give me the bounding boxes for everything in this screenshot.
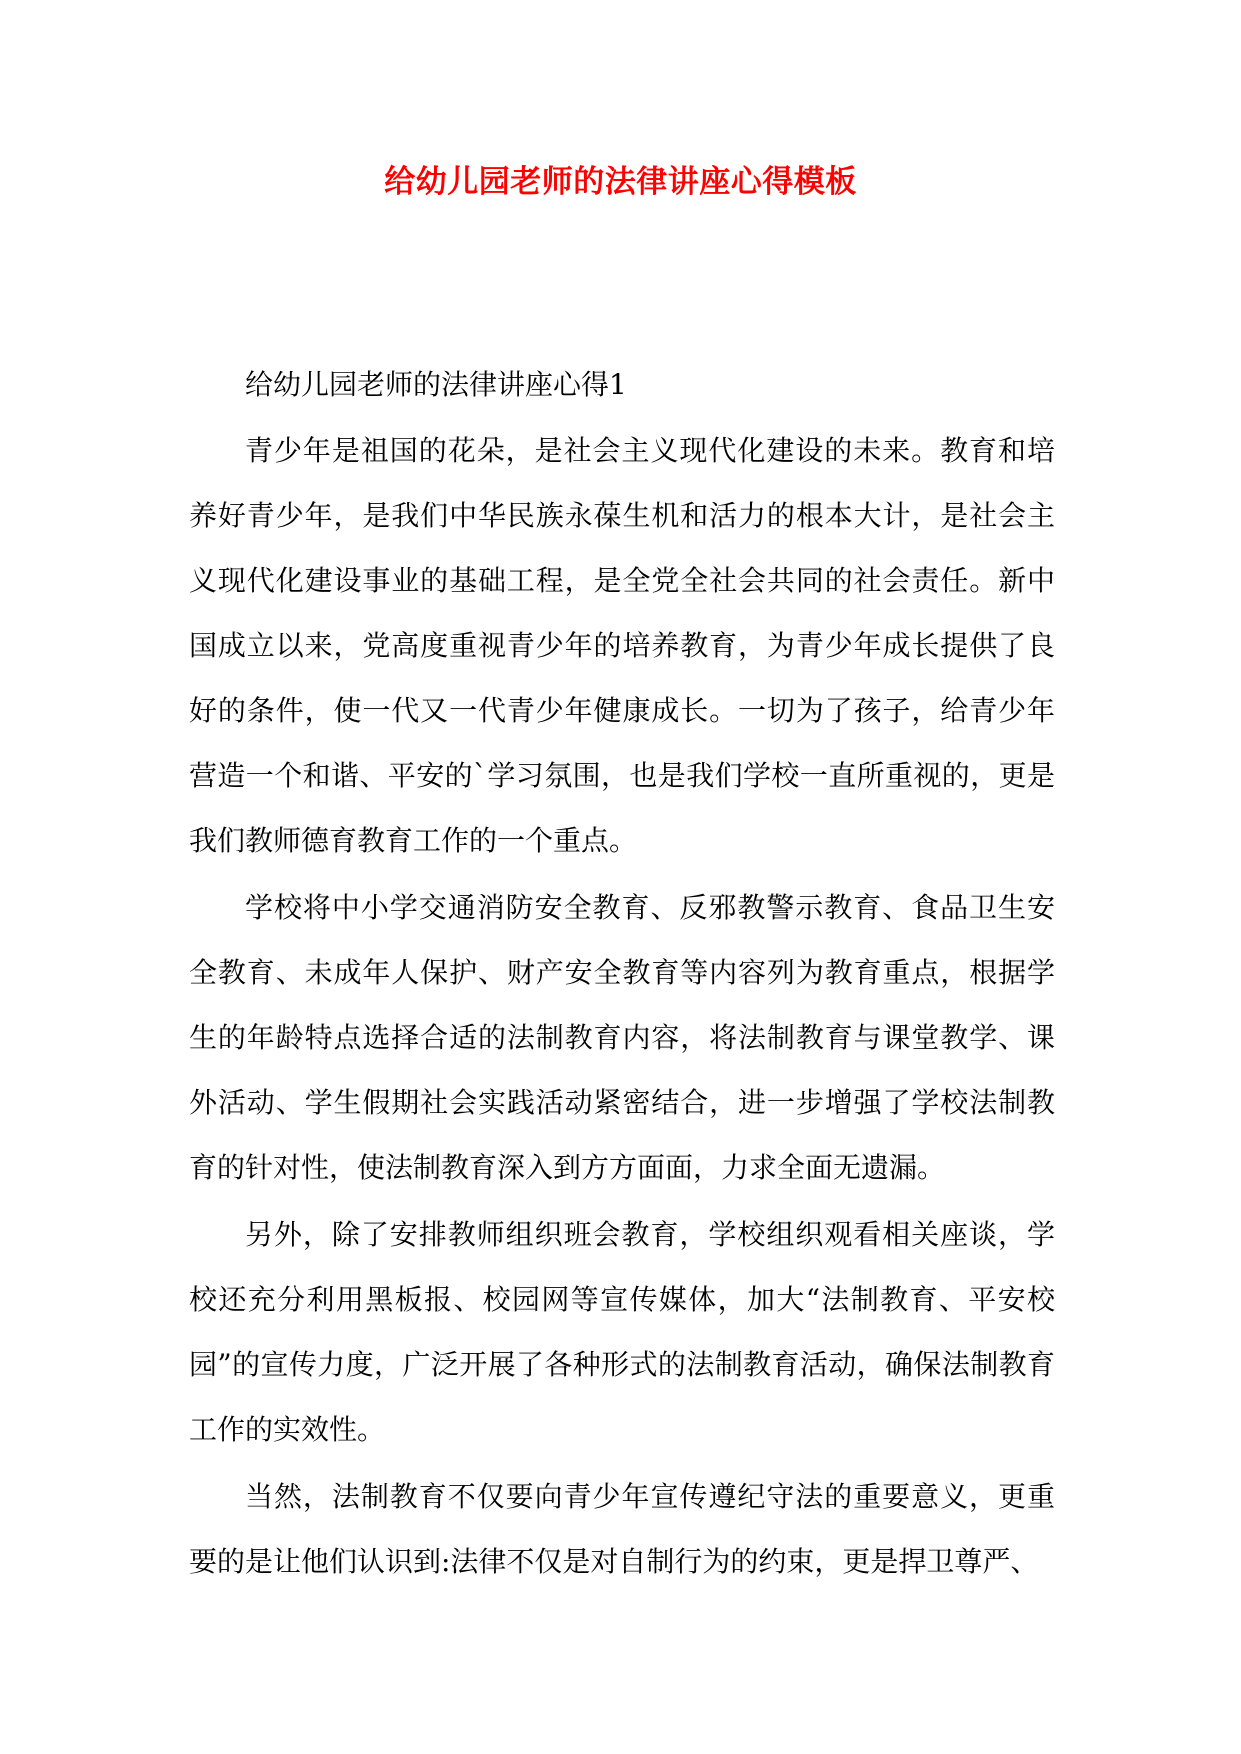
paragraph-1: 青少年是祖国的花朵，是社会主义现代化建设的未来。教育和培养好青少年，是我们中华民族永葆生机和活力的根本大计，是社会主义现代化建设事业的基础工程，是全党全社会共同的社会责任。新中国成立以来，党高度重视青少年的培养教育，为青少年成长提供了良好的条件，使一代又一代青少年健康成长。一切为了孩子，给青少年营造一个和谐、平安的`学习氛围，也是我们学校一直所重视的，更是我们教师德育教育工作的一个重点。 [189, 434, 1055, 857]
paragraph-3: 另外，除了安排教师组织班会教育，学校组织观看相关座谈，学校还充分利用黑板报、校园网等宣传媒体，加大“法制教育、平安校园”的宣传力度，广泛开展了各种形式的法制教育活动，确保法制教育工作的实效性。 [189, 1218, 1055, 1446]
section-heading: 给幼儿园老师的法律讲座心得1 [245, 368, 627, 401]
document-body [189, 352, 1055, 1594]
paragraph-4: 当然，法制教育不仅要向青少年宣传遵纪守法的重要意义，更重要的是让他们认识到:法律不仅是对自制行为的约束，更是捍卫尊严、 [189, 1480, 1055, 1578]
paragraph-2: 学校将中小学交通消防安全教育、反邪教警示教育、食品卫生安全教育、未成年人保护、财产安全教育等内容列为教育重点，根据学生的年龄特点选择合适的法制教育内容，将法制教育与课堂教学、课外活动、学生假期社会实践活动紧密结合，进一步增强了学校法制教育的针对性，使法制教育深入到方方面面，力求全面无遗漏。 [189, 891, 1055, 1184]
document-title: 给幼儿园老师的法律讲座心得模板 [384, 164, 857, 200]
